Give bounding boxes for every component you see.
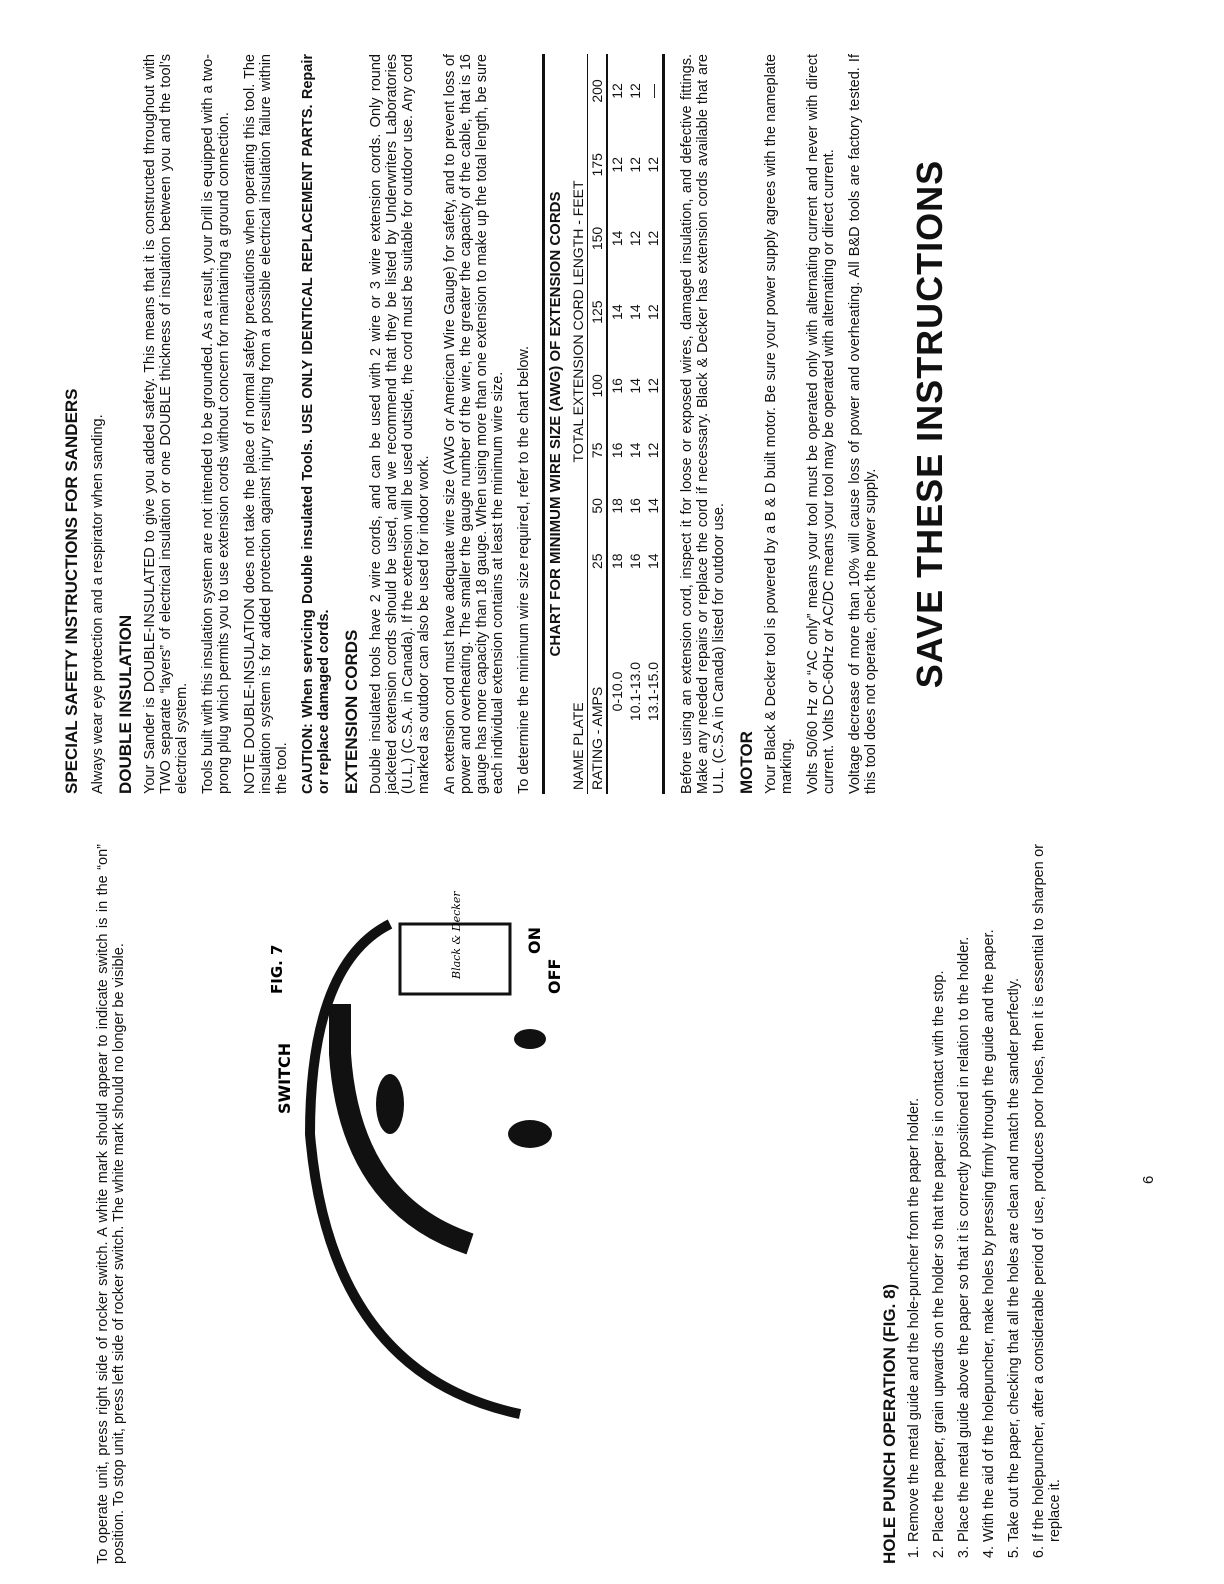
length-header: 75	[588, 423, 608, 478]
gauge-cell: 14	[627, 378, 643, 394]
gauge-cell: 16	[609, 442, 625, 459]
gauge-cell: 12	[644, 202, 664, 276]
gauge-cell: 12	[627, 230, 643, 247]
length-header: 100	[588, 349, 608, 423]
gauge-cell: 12	[644, 128, 664, 202]
length-header: 25	[588, 534, 608, 589]
gauge-cell: 12	[644, 423, 664, 478]
wire-size-table	[569, 54, 665, 794]
gauge-cell: 16	[609, 378, 625, 394]
hole-punch-steps	[906, 844, 1063, 1564]
gauge-cell: 16	[627, 553, 643, 570]
amps-cell: 0-10.0	[609, 671, 625, 712]
sander-handle	[340, 1004, 470, 1244]
extension-p2: An extension cord must have adequate wire size (AWG or American Wire Gauge) for safety, and to prevent loss of power and overheating. The smaller the gauge number of the wire, the greater the capacity of the cable, that is 16 gauge has more capacity than 18 gauge. When using more than one extension to make up the total length, be sure each individual extension contains at least the minimum wire size.	[442, 54, 506, 794]
caution-text: CAUTION: When servicing Double insulated Tools. USE ONLY IDENTICAL REPLACEMENT PARTS. Repair or replace damaged cords.	[300, 54, 332, 794]
gauge-cell: 14	[627, 304, 643, 320]
step-item: 2. Place the paper, grain upwards on the holder so that the paper is in contact with the stop.	[931, 844, 947, 1542]
double-insulation-heading: DOUBLE INSULATION	[116, 614, 135, 794]
motor-p2: Volts 50/60 Hz or “AC only” means your tool must be operated only with alternating current and never with direct current. Volts DC-60Hz or AC/DC means your tool may be operated with alternating or direct current.	[805, 54, 837, 794]
step-item: 1. Remove the metal guide and the hole-puncher from the paper holder.	[906, 844, 922, 1542]
page-number: 6	[1140, 1175, 1157, 1184]
gauge-cell: 12	[627, 83, 643, 99]
extension-cords-heading: EXTENSION CORDS	[342, 629, 361, 794]
extension-p1: Double insulated tools have 2 wire cords, and can be used with 2 wire or 3 wire extension cords. Only round jacketed extension cords should be used, and we recommend that they be listed by Underwriters Laboratories (U.L.) (C.S.A. in Canada). If the extension will be used outside, the cord must be suitable for outdoor use. Any cord marked as outdoor can also be used for indoor work.	[368, 54, 432, 794]
gauge-cell: 14	[644, 478, 664, 533]
double-insulation-p1: Your Sander is DOUBLE-INSULATED to give you added safety. This means that it is constructed throughout with TWO separate “layers” of electrical insulation or one DOUBLE thickness of insulation between you and the tool’s electrical system.	[142, 54, 190, 794]
length-header: 200	[588, 54, 608, 128]
hole-punch-section	[870, 844, 1072, 1564]
length-header: 125	[588, 275, 608, 349]
safety-title: SPECIAL SAFETY INSTRUCTIONS FOR SANDERS	[62, 388, 81, 794]
extension-p4: Before using an extension cord, inspect it for loose or exposed wires, damaged insulation, and defective fittings. Make any needed repairs or replace the cord if necessary. Black & Decker has extension cords available that are U.L. (C.S.A in Canada) listed for outdoor use.	[679, 54, 727, 794]
off-label: OFF	[545, 958, 564, 994]
left-column	[95, 844, 137, 1564]
step-item: 4. With the aid of the holepuncher, make holes by pressing firmly through the guide and the paper.	[981, 844, 997, 1542]
operate-intro: To operate unit, press right side of rocker switch. A white mark should appear to indicate switch is in the “on” position. To stop unit, press left side of rocker switch. The white mark should no longer be visible.	[95, 844, 127, 1564]
gauge-cell: 18	[609, 498, 625, 514]
amps-cell: 10.1-13.0	[627, 661, 643, 722]
length-header: 50	[588, 478, 608, 533]
motor-p1: Your Black & Decker tool is powered by a B & D built motor. Be sure your power supply agrees with the nameplate marking.	[763, 54, 795, 794]
gauge-cell: 12	[627, 157, 643, 173]
table-row	[607, 54, 626, 794]
fig-caption: FIG. 7	[268, 944, 286, 994]
eye-protection-note: Always wear eye protection and a respirator when sanding.	[90, 414, 106, 794]
col-header-length: TOTAL EXTENSION CORD LENGTH - FEET	[570, 180, 586, 463]
screw-icon	[514, 1029, 546, 1049]
extension-p3: To determine the minimum wire size required, refer to the chart below.	[516, 345, 532, 794]
brand-logo: Black & Decker	[450, 891, 463, 979]
double-insulation-p3: NOTE DOUBLE-INSULATION does not take the place of normal safety precautions when operating this tool. The insulation system is for added protection against injury resulting from a possible electrical insulation failure within the tool.	[242, 54, 290, 794]
step-item: 5. Take out the paper, checking that all the holes are clean and match the sander perfectly.	[1006, 844, 1022, 1542]
length-header: 175	[588, 128, 608, 202]
screw-icon	[508, 1120, 552, 1148]
col-header-amps: RATING - AMPS	[588, 589, 608, 794]
table-row	[626, 54, 644, 794]
gauge-cell: 16	[627, 498, 643, 514]
switch-label: SWITCH	[275, 1042, 294, 1114]
gauge-cell: 18	[609, 553, 625, 570]
figure-7-sander-switch	[268, 891, 564, 1434]
save-instructions-banner: SAVE THESE INSTRUCTIONS	[909, 159, 950, 689]
gauge-cell: 12	[644, 349, 664, 423]
switch-body	[376, 1074, 404, 1134]
motor-p3: Voltage decrease of more than 10% will cause loss of power and overheating. All B&D tools are factory tested. If this tool does not operate, check the power supply.	[847, 54, 879, 794]
on-label: ON	[525, 927, 544, 954]
step-item: 6. If the holepuncher, after a considerable period of use, produces poor holes, then it is essential to sharpen or replace it.	[1031, 844, 1063, 1542]
wire-chart-title: CHART FOR MINIMUM WIRE SIZE (AWG) OF EXTENSION CORDS	[542, 54, 565, 794]
length-header: 150	[588, 202, 608, 276]
hole-punch-title: HOLE PUNCH OPERATION (FIG. 8)	[880, 1283, 899, 1564]
col-header-nameplate: NAME PLATE	[570, 702, 586, 790]
gauge-cell: 12	[609, 157, 625, 173]
table-row	[644, 54, 664, 794]
sander-body-outline	[310, 924, 520, 1414]
motor-heading: MOTOR	[737, 731, 756, 794]
gauge-cell: 14	[609, 230, 625, 247]
step-item: 3. Place the metal guide above the paper so that it is correctly positioned in relation to the holder.	[956, 844, 972, 1542]
double-insulation-p2: Tools built with this insulation system are not intended to be grounded. As a result, your Drill is equipped with a two-prong plug which permits you to use extension cords without concern for maintaining a ground connection.	[200, 54, 232, 794]
amps-cell: 13.1-15.0	[644, 589, 664, 794]
gauge-cell: —	[644, 54, 664, 128]
gauge-cell: 12	[609, 83, 625, 99]
gauge-cell: 14	[644, 534, 664, 589]
gauge-cell: 12	[644, 275, 664, 349]
right-column	[62, 54, 951, 794]
gauge-cell: 14	[627, 442, 643, 459]
gauge-cell: 14	[609, 304, 625, 320]
